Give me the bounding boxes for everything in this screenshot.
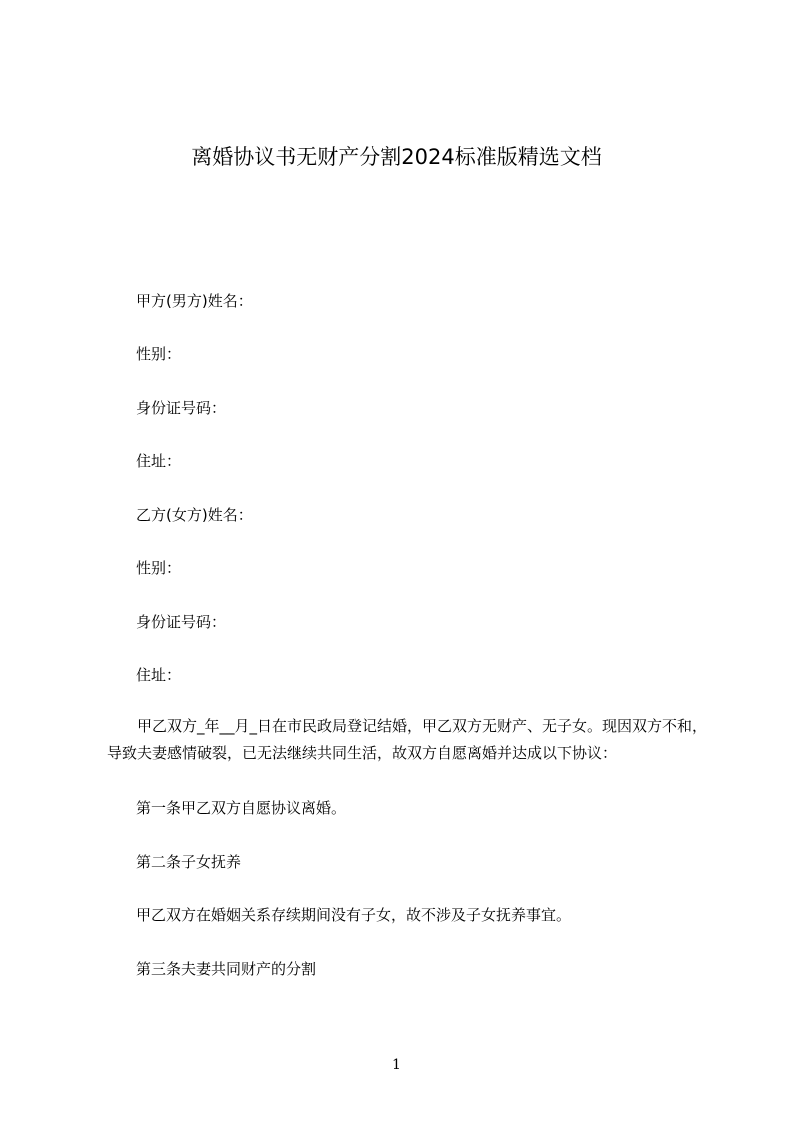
article-2-text: 甲乙双方在婚姻关系存续期间没有子女，故不涉及子女抚养事宜。 [136, 906, 572, 924]
party-b-name-label: 乙方(女方)姓名： [136, 506, 253, 524]
intro-paragraph: 甲乙双方_年__月_日在市民政局登记结婚，甲乙双方无财产、无子女。现因双方不和，导致夫妻感情破裂，已无法继续共同生活，故双方自愿离婚并达成以下协议： [107, 717, 708, 762]
party-a-address-label: 住址： [136, 452, 182, 470]
party-b-gender-label: 性别： [136, 559, 182, 577]
article-1: 第一条甲乙双方自愿协议离婚。 [136, 799, 347, 817]
article-3-heading: 第三条夫妻共同财产的分割 [136, 960, 317, 978]
party-a-id-label: 身份证号码： [136, 399, 227, 417]
party-a-name-label: 甲方(男方)姓名： [136, 292, 253, 310]
party-b-id-label: 身份证号码： [136, 613, 227, 631]
page-number: 1 [392, 1057, 401, 1073]
article-2-heading: 第二条子女抚养 [136, 853, 242, 871]
party-a-gender-label: 性别： [136, 345, 182, 363]
document-title: 离婚协议书无财产分割2024标准版精选文档 [191, 145, 602, 169]
party-b-address-label: 住址： [136, 666, 182, 684]
